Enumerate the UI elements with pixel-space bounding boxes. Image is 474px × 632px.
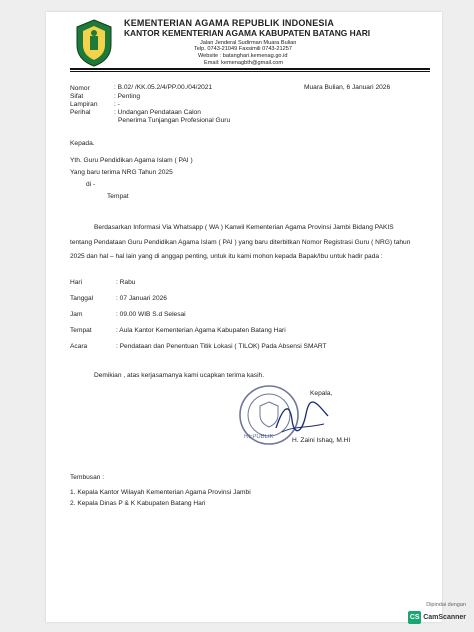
body-line-2: tentang Pendataan Guru Pendidikan Agama Islam ( PAI ) yang baru diterbitkan Nomor Registrasi Guru ( NRG) tahun — [70, 239, 411, 246]
recipient-line1: Yth. Guru Pendidikan Agama Islam ( PAI ) — [70, 157, 193, 164]
ministry-logo-icon — [74, 18, 114, 68]
recipient-tempat: Tempat — [107, 193, 129, 200]
lampiran-value: : - — [114, 101, 120, 108]
schedule-value: : Pendataan dan Penentuan Titik Lokasi ( TILOK) Pada Absensi SMART — [116, 343, 327, 350]
place-date: Muara Bulian, 6 Januari 2026 — [304, 84, 391, 91]
schedule-label: Hari — [70, 279, 83, 286]
office-website: Website : batanghari.kemenag.go.id — [198, 53, 288, 59]
header-rule-thin — [70, 71, 430, 72]
recipient-line2: Yang baru terima NRG Tahun 2025 — [70, 169, 173, 176]
office-address: Jalan Jenderal Sudirman Muara Bulian — [200, 40, 297, 46]
stamp-text: REPUBLIK — [244, 434, 274, 440]
perihal-label: Perihal — [70, 109, 91, 116]
schedule-value: : 07 Januari 2026 — [116, 295, 167, 302]
camscanner-icon: CS — [408, 611, 421, 624]
body-line-1: Berdasarkan Informasi Via Whatsapp ( WA ) Kanwil Kementerian Agama Provinsi Jambi Bidang PAKIS — [94, 224, 394, 231]
nomor-value: : B.02/ /KK.05.2/4/PP.00./04/2021 — [114, 84, 213, 91]
body-line-3: 2025 dan hal – hal lain yang di anggap penting, untuk itu kami mohon kepada Bapak/Ibu untuk hadir pada : — [70, 253, 383, 260]
office-phone: Telp. 0743-21049 Faxsimili 0743-21257 — [194, 46, 292, 52]
schedule-label: Jam — [70, 311, 83, 318]
closing-text: Demikian , atas kerjasamanya kami ucapkan terima kasih. — [94, 372, 265, 379]
perihal-value-2: Penerima Tunjangan Profesional Guru — [118, 117, 231, 124]
handwritten-signature-icon — [272, 398, 332, 438]
schedule-value: : 09.00 WIB S.d Selesai — [116, 311, 186, 318]
schedule-label: Acara — [70, 343, 88, 350]
cc-item: 1. Kepala Kantor Wilayah Kementerian Agama Provinsi Jambi — [70, 489, 251, 496]
camscanner-watermark — [406, 602, 468, 628]
cc-item: 2. Kepala Dinas P & K Kabupaten Batang Hari — [70, 500, 206, 507]
lampiran-label: Lampiran — [70, 101, 98, 108]
sifat-label: Sifat — [70, 93, 84, 100]
schedule-value: : Rabu — [116, 279, 136, 286]
nomor-label: Nomor — [70, 85, 90, 92]
recipient-kepada: Kepada. — [70, 140, 95, 147]
office-name: KANTOR KEMENTERIAN AGAMA KABUPATEN BATANG HARI — [124, 28, 371, 38]
sifat-value: : Penting — [114, 93, 141, 100]
signature-title: Kepala, — [310, 390, 333, 397]
letter-page — [46, 12, 442, 622]
ministry-name: KEMENTERIAN AGAMA REPUBLIK INDONESIA — [124, 18, 335, 28]
schedule-label: Tempat — [70, 327, 92, 334]
header-rule — [70, 68, 430, 70]
office-email: Email: kemenagbth@gmail.com — [204, 60, 284, 66]
recipient-di: di - — [86, 181, 96, 188]
schedule-label: Tanggal — [70, 295, 94, 302]
signature-name: H. Zaini Ishaq, M.HI — [292, 437, 351, 444]
perihal-value-1: : Undangan Pendataan Calon — [114, 109, 201, 116]
scanner-label: Dipindai dengan — [426, 602, 466, 608]
scanner-app-name: CamScanner — [423, 614, 466, 621]
schedule-value: : Aula Kantor Kementerian Agama Kabupaten Batang Hari — [116, 327, 286, 334]
cc-heading: Tembusan : — [70, 474, 105, 481]
